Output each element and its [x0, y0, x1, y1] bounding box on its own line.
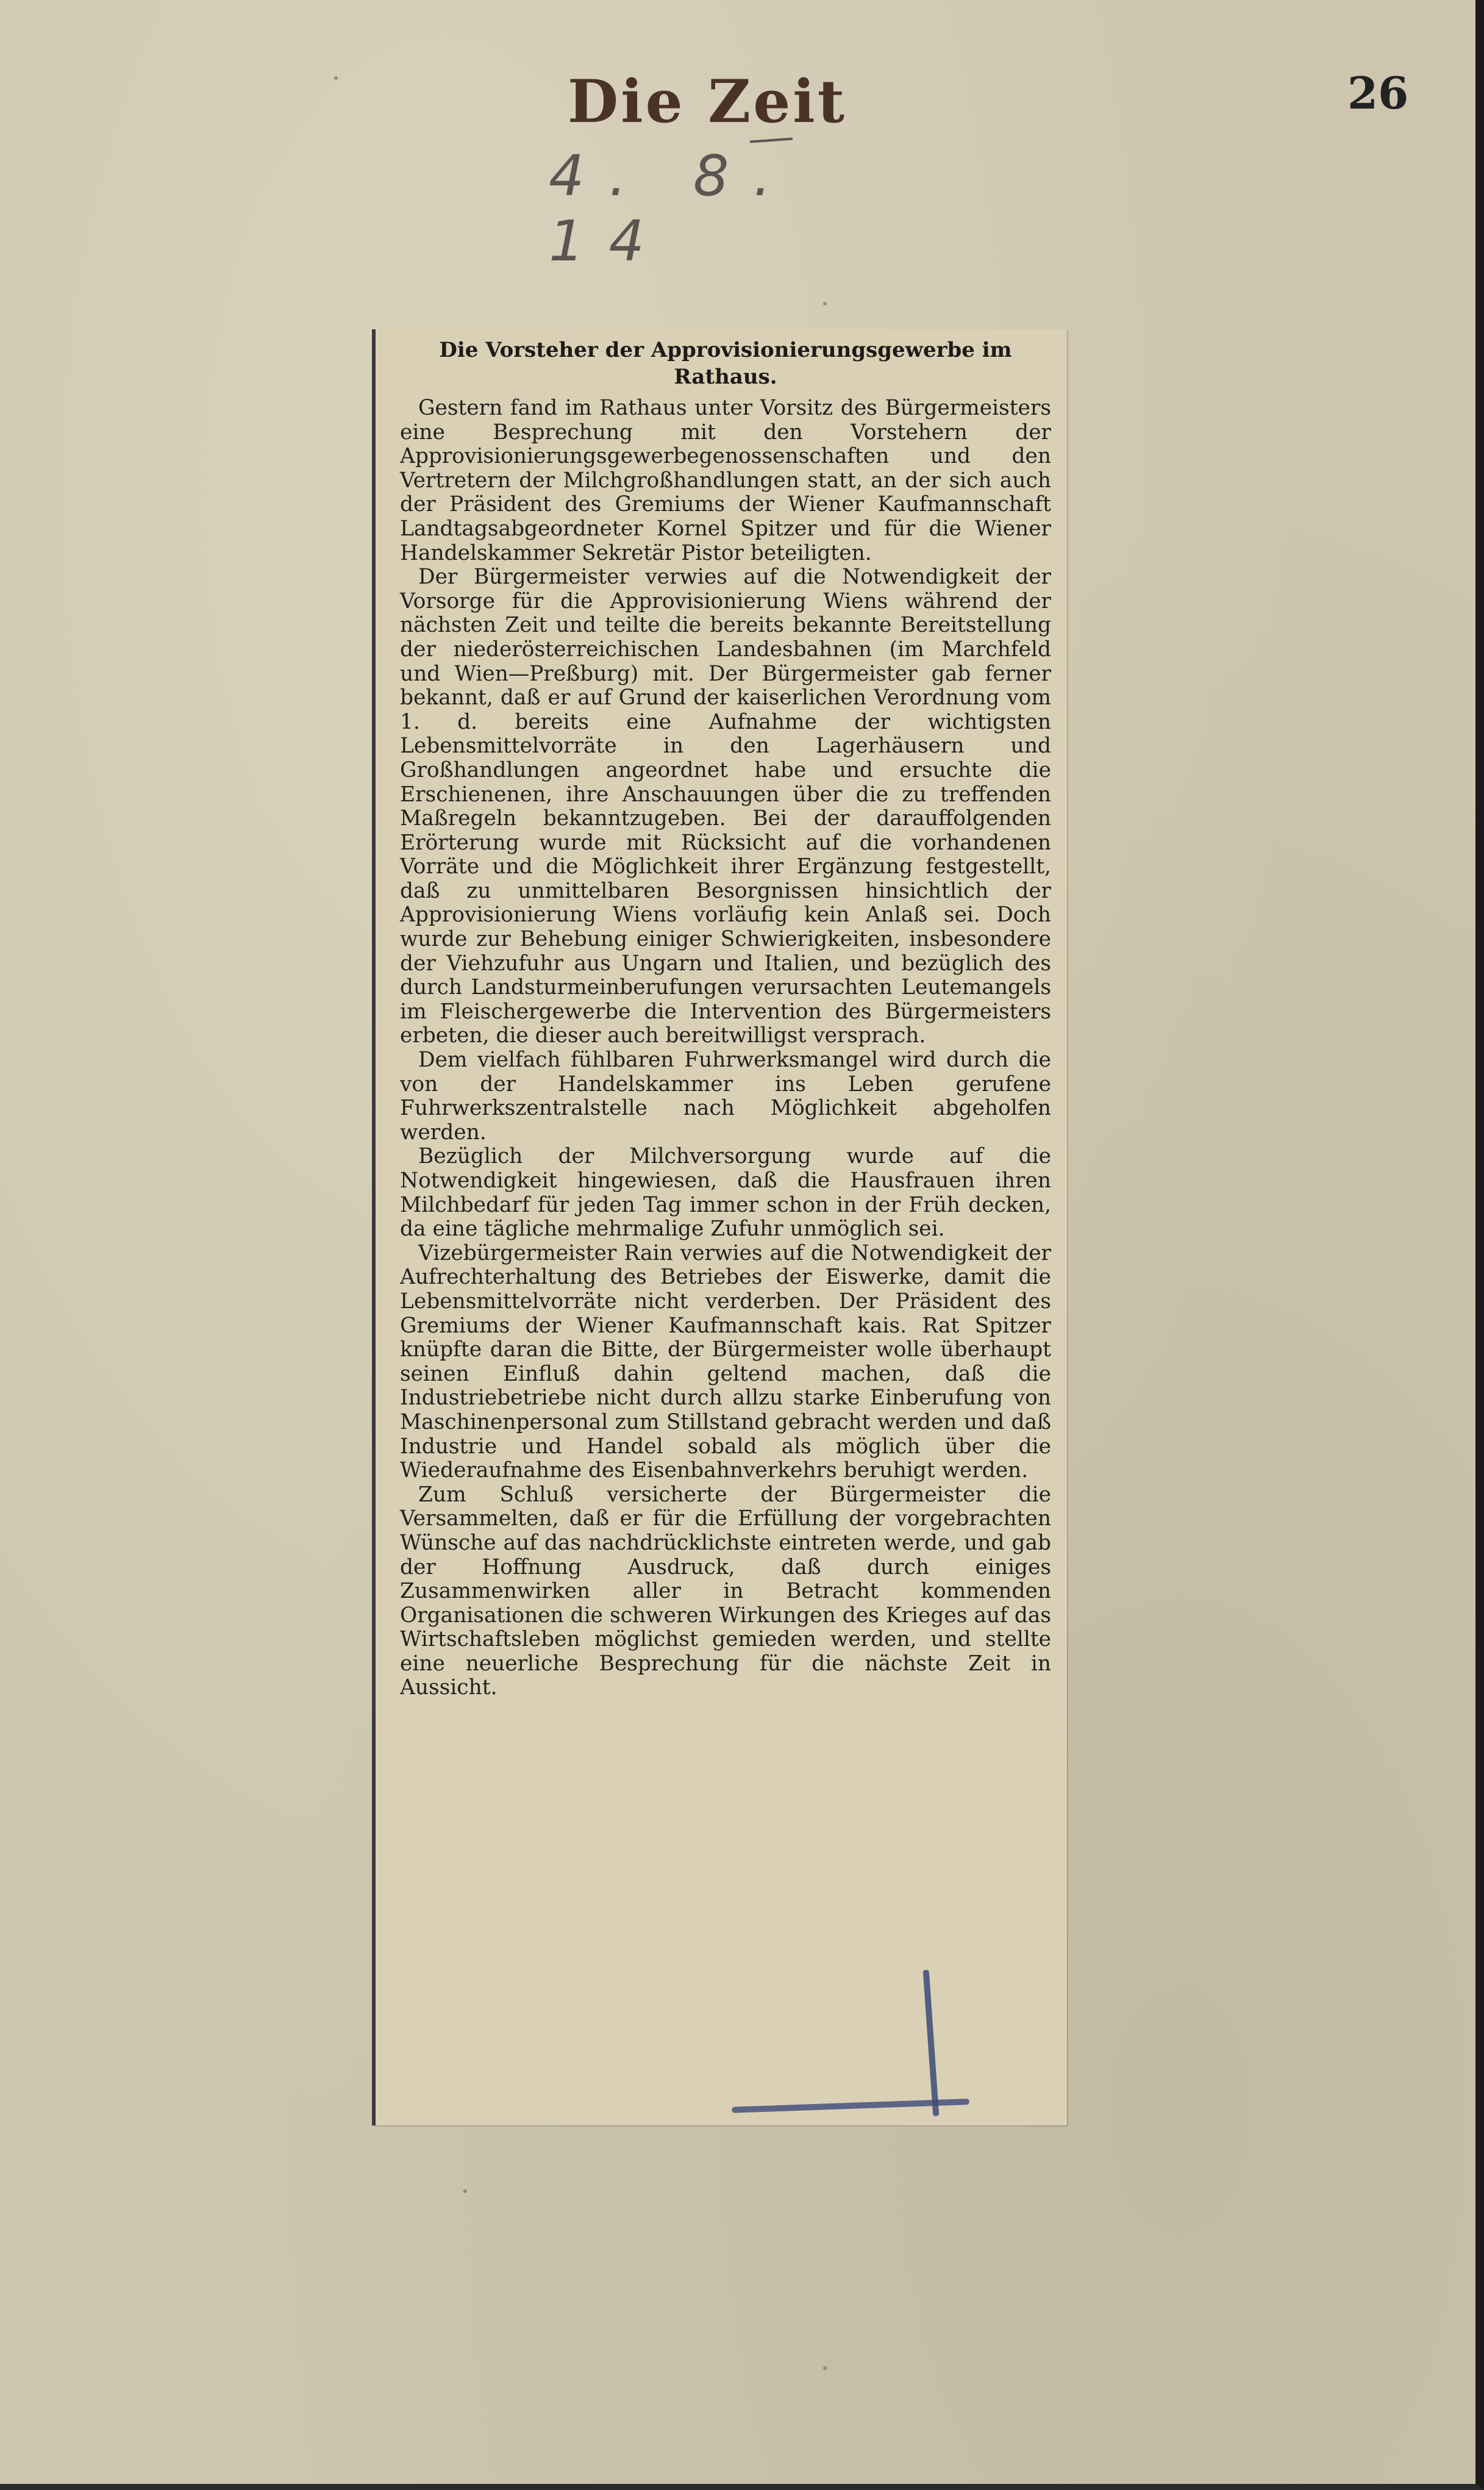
paper-speck — [334, 76, 338, 80]
article-paragraph-2: Der Bürgermeister verwies auf die Notwendigkeit der Vorsorge für die Approvisionierung Wiens während der nächsten Zeit und teilte die bereits bekannte Bereitstellung der niederösterreichischen Landesbahnen (im Marchfeld und Wien—Preßburg) mit. Der Bürgermeister gab ferner bekannt, daß er auf Grund der kaiserlichen Verordnung vom 1. d. bereits eine Aufnahme der wichtigsten Lebensmittelvorräte in den Lagerhäusern und Großhandlungen angeordnet habe und ersuchte die Erschienenen, ihre Anschauungen über die zu treffenden Maßregeln bekanntzugeben. Bei der darauffolgenden Erörterung wurde mit Rücksicht auf die vorhandenen Vorräte und die Möglichkeit ihrer Ergänzung festgestellt, daß zu unmittelbaren Besorgnissen hinsichtlich der Approvisionierung Wiens vorläufig kein Anlaß sei. Doch wurde zur Behebung einiger Schwierigkeiten, insbesondere der Viehzufuhr aus Ungarn und Italien, und bezüglich des durch Landsturmeinberufungen verursachten Leutemangels im Fleischergewerbe die Intervention des Bürgermeisters erbeten, die dieser auch bereitwilligst versprach. — [400, 565, 1051, 1048]
article-title: Die Vorsteher der Approvisionierungsgewerbe im Rathaus. — [439, 338, 1012, 389]
date-underline-stroke — [750, 138, 793, 143]
paper-speck — [823, 2366, 827, 2370]
article-paragraph-5: Vizebürgermeister Rain verwies auf die Notwendigkeit der Aufrechterhaltung des Betriebes der Eiswerke, damit die Lebensmittelvorräte nicht verderben. Der Präsident des Gremiums der Wiener Kaufmannschaft kais. Rat Spitzer knüpfte daran die Bitte, der Bürgermeister wolle überhaupt seinen Einfluß dahin geltend machen, daß die Industriebetriebe nicht durch allzu starke Einberufung von Maschinenpersonal zum Stillstand gebracht werden und daß Industrie und Handel sobald als möglich über die Wiederaufnahme des Eisenbahnverkehrs beruhigt werden. — [400, 1240, 1051, 1483]
newspaper-masthead: Die Zeit — [567, 67, 847, 136]
article-paragraph-4: Bezüglich der Milchversorgung wurde auf die Notwendigkeit hingewiesen, daß die Hausfrauen ihren Milchbedarf für jeden Tag immer schon in der Früh decken, da eine tägliche mehrmalige Zufuhr unmöglich sei. — [400, 1144, 1051, 1242]
article-paragraph-1: Gestern fand im Rathaus unter Vorsitz des Bürgermeisters eine Besprechung mit den Vorstehern der Approvisionierungsgewerbegenossenschaften und den Vertretern der Milchgroßhandlungen statt, an der sich auch der Präsident des Gremiums der Wiener Kaufmannschaft Landtagsabgeordneter Kornel Spitzer und für die Wiener Handelskammer Sekretär Pistor beteiligten. — [400, 396, 1051, 565]
newspaper-clipping — [372, 329, 1067, 2125]
article-paragraph-3: Dem vielfach fühlbaren Fuhrwerksmangel wird durch die von der Handelskammer ins Leben gerufene Fuhrwerkszentralstelle nach Möglichkeit abgeholfen werden. — [400, 1048, 1051, 1145]
page-number: 26 — [1347, 67, 1409, 119]
paper-speck — [463, 2189, 467, 2193]
article-paragraph-6: Zum Schluß versicherte der Bürgermeister die Versammelten, daß er für die Erfüllung der vorgebrachten Wünsche auf das nachdrücklichste eintreten werde, und gab der Hoffnung Ausdruck, daß durch einiges Zusammenwirken aller in Betracht kommenden Organisationen die schweren Wirkungen des Krieges auf das Wirtschaftsleben möglichst gemieden werden, und stellte eine neuerliche Besprechung für die nächste Zeit in Aussicht. — [400, 1482, 1051, 1700]
paper-speck — [823, 302, 827, 306]
handwritten-date: 4. 8. 14 — [549, 143, 796, 274]
